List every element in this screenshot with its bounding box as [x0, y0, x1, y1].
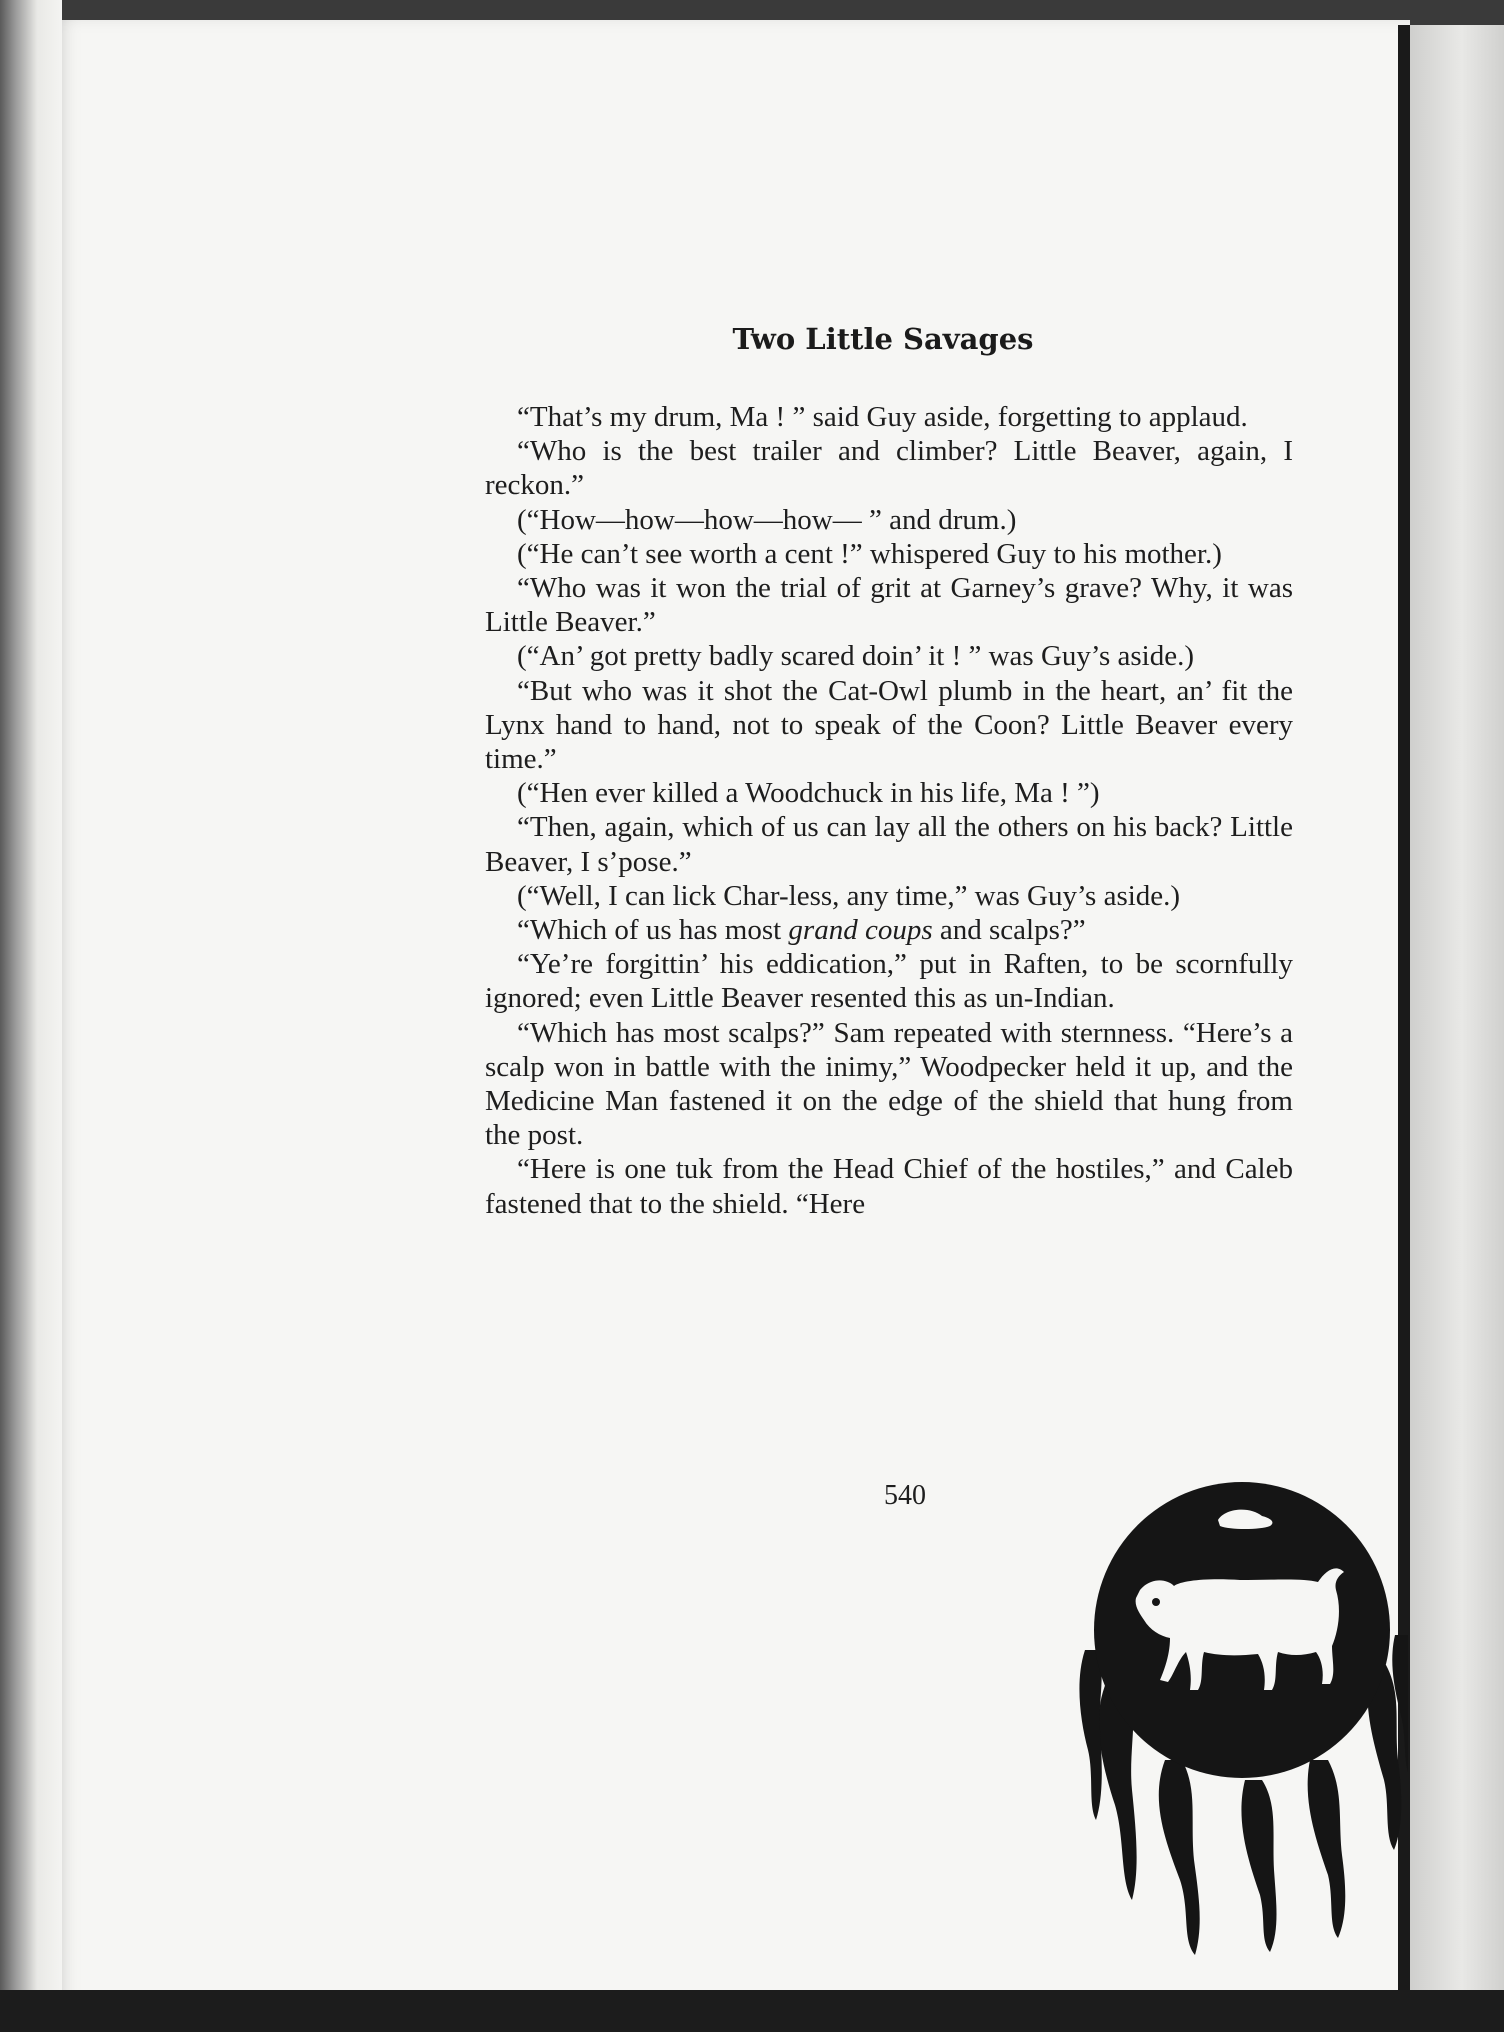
italic-phrase: grand coups [788, 914, 933, 947]
paragraph: “Who was it won the trial of grit at Garney’s grave? Why, it was Little Beaver.” [485, 572, 1293, 639]
running-head [0, 322, 1504, 356]
paragraph: “Here is one tuk from the Head Chief of the hostiles,” and Caleb fastened that to the shield. “Here [485, 1153, 1293, 1220]
paragraph: “Then, again, which of us can lay all the others on his back? Little Beaver, I s’pose.” [485, 811, 1293, 878]
buffalo-shield-illustration [1070, 1460, 1410, 1960]
paragraph: “Which has most scalps?” Sam repeated with sternness. “Here’s a scalp won in battle with the inimy,” Woodpecker held it up, and the Medicine Man fastened it on the edge of the shield that hung from the post. [485, 1016, 1293, 1152]
running-head-text: Two Little Savages [732, 322, 1034, 356]
paragraph-with-italic [485, 913, 1293, 947]
paragraph: (“An’ got pretty badly scared doin’ it ! ” was Guy’s aside.) [517, 640, 1194, 673]
paragraph: (“Hen ever killed a Woodchuck in his life, Ma ! ”) [517, 777, 1100, 810]
paragraph: (“Well, I can lick Char-less, any time,” was Guy’s aside.) [517, 879, 1181, 912]
page-number: 540 [884, 1480, 926, 1511]
paragraph-part: and scalps?” [932, 914, 1086, 947]
paragraph-part: “Which of us has most [517, 914, 789, 947]
paragraph: (“How—how—how—how— ” and drum.) [517, 503, 1017, 536]
book-gutter [0, 0, 62, 2032]
paragraph: “Who is the best trailer and climber? Little Beaver, again, I reckon.” [485, 435, 1293, 502]
body-text [485, 400, 1293, 1221]
paragraph: “But who was it shot the Cat-Owl plumb in the heart, an’ fit the Lynx hand to hand, not to speak of the Coon? Little Beaver every time.” [485, 674, 1293, 776]
buffalo-eye [1152, 1598, 1160, 1606]
paragraph: “That’s my drum, Ma ! ” said Guy aside, forgetting to applaud. [517, 401, 1248, 433]
paragraph: (“He can’t see worth a cent !” whispered Guy to his mother.) [517, 537, 1222, 570]
paragraph: “Ye’re forgittin’ his eddication,” put in Raften, to be scornfully ignored; even Little Beaver resented this as un-Indian. [485, 948, 1293, 1015]
scan-bottom-edge [0, 1990, 1504, 2032]
